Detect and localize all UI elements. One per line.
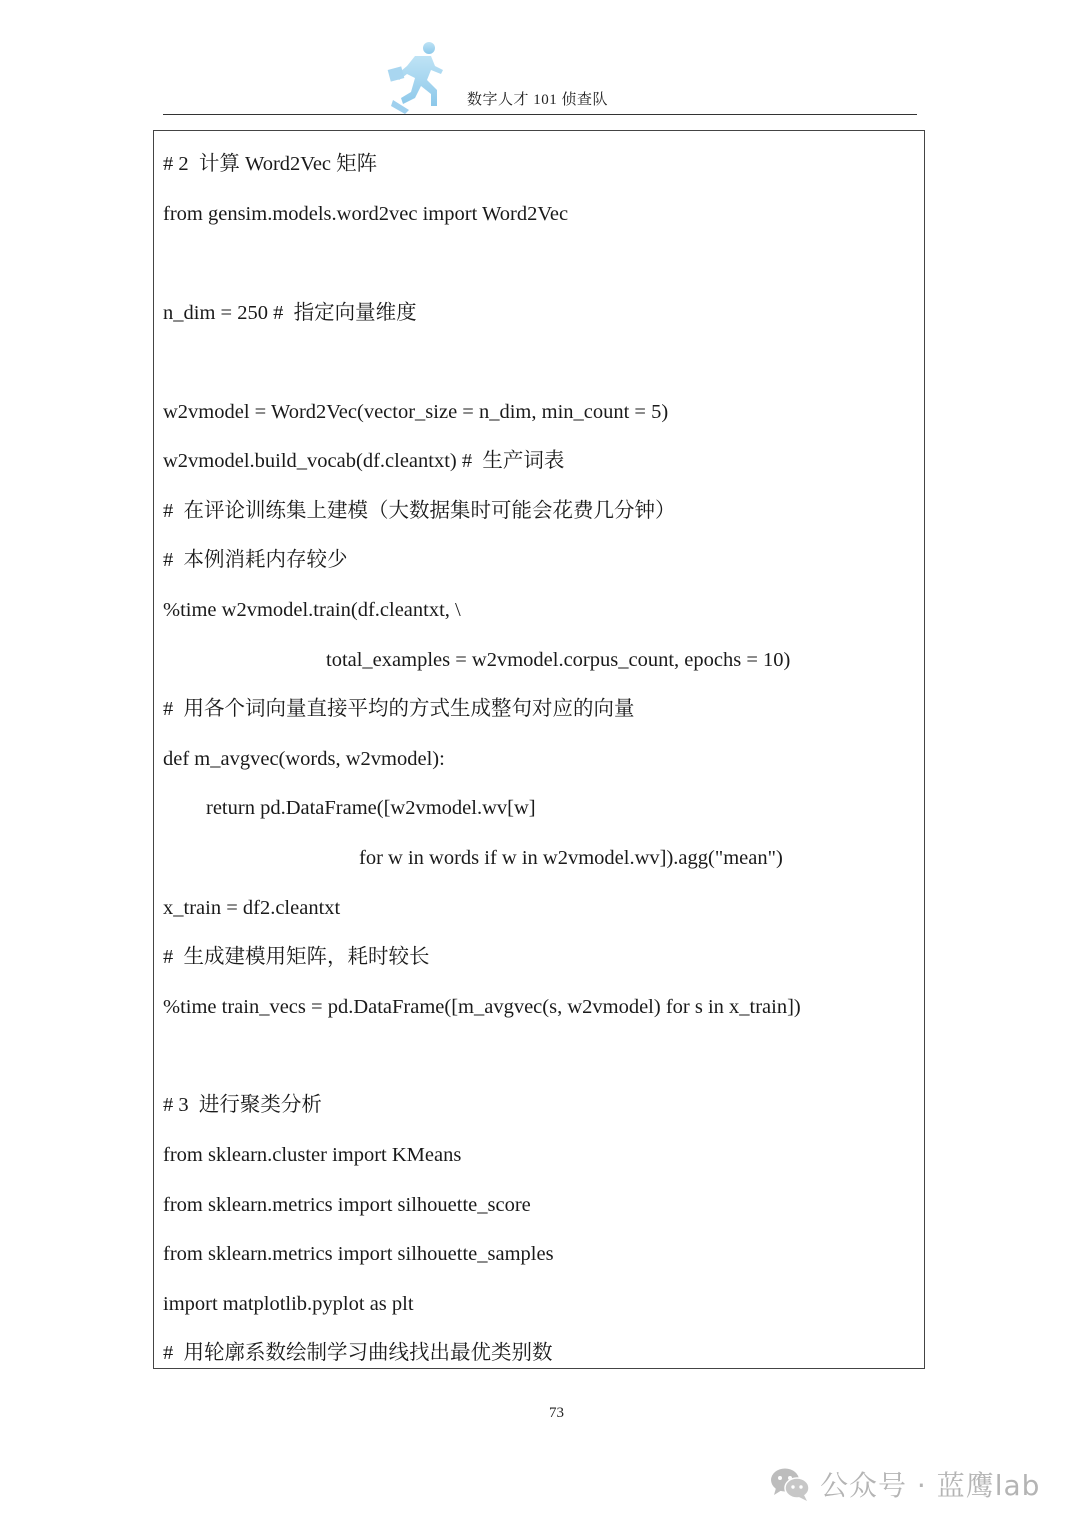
code-line: %time w2vmodel.train(df.cleantxt, \ bbox=[163, 599, 461, 621]
wechat-icon bbox=[770, 1466, 810, 1502]
page-header bbox=[0, 0, 1080, 120]
code-line: # 用轮廓系数绘制学习曲线找出最优类别数 bbox=[163, 1342, 553, 1364]
code-line: # 2 计算 Word2Vec 矩阵 bbox=[163, 153, 378, 175]
code-line: # 在评论训练集上建模（大数据集时可能会花费几分钟） bbox=[163, 500, 676, 522]
code-line: total_examples = w2vmodel.corpus_count, epochs = 10) bbox=[326, 649, 791, 671]
code-line: x_train = df2.cleantxt bbox=[163, 897, 341, 919]
code-line: return pd.DataFrame([w2vmodel.wv[w] bbox=[206, 797, 536, 819]
code-line: for w in words if w in w2vmodel.wv]).agg("mean") bbox=[359, 847, 783, 869]
header-divider bbox=[163, 114, 917, 115]
watermark-text: 公众号 · 蓝鹰lab bbox=[820, 1469, 1041, 1502]
code-line: %time train_vecs = pd.DataFrame([m_avgvec(s, w2vmodel) for s in x_train]) bbox=[163, 996, 801, 1018]
code-line: # 用各个词向量直接平均的方式生成整句对应的向量 bbox=[163, 698, 635, 720]
code-line: import matplotlib.pyplot as plt bbox=[163, 1293, 414, 1315]
code-line: w2vmodel = Word2Vec(vector_size = n_dim, min_count = 5) bbox=[163, 401, 669, 423]
code-line: # 3 进行聚类分析 bbox=[163, 1094, 322, 1116]
code-line: from sklearn.metrics import silhouette_samples bbox=[163, 1243, 554, 1265]
code-line: w2vmodel.build_vocab(df.cleantxt) # 生产词表 bbox=[163, 450, 565, 472]
code-line: from sklearn.cluster import KMeans bbox=[163, 1144, 462, 1166]
header-title: 数字人才 101 侦查队 bbox=[467, 92, 609, 108]
code-line: from gensim.models.word2vec import Word2Vec bbox=[163, 203, 569, 225]
code-line: def m_avgvec(words, w2vmodel): bbox=[163, 748, 445, 770]
code-line: from sklearn.metrics import silhouette_score bbox=[163, 1194, 531, 1216]
runner-logo-icon bbox=[385, 40, 447, 116]
code-line: n_dim = 250 # 指定向量维度 bbox=[163, 302, 417, 324]
page-number: 73 bbox=[549, 1405, 564, 1421]
code-line: # 本例消耗内存较少 bbox=[163, 549, 348, 571]
watermark bbox=[770, 1462, 1040, 1506]
code-line: # 生成建模用矩阵，耗时较长 bbox=[163, 946, 430, 968]
